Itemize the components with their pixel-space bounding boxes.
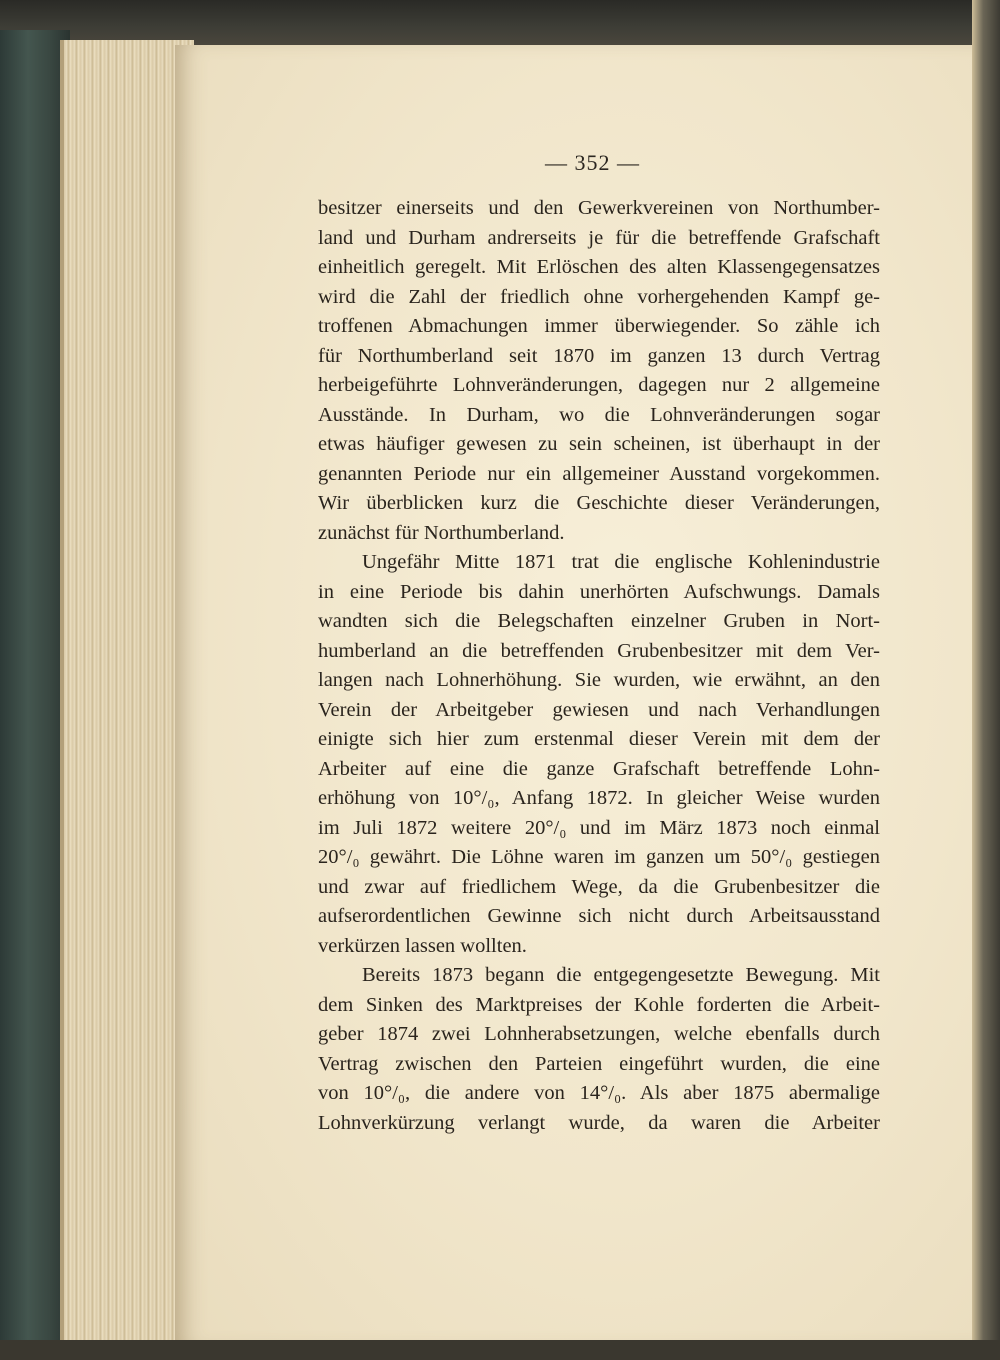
text-line: etwas häufiger gewesen zu sein scheinen, ist überhaupt in der (318, 433, 880, 455)
paragraph (318, 961, 880, 1138)
text-line: humberland an die betreffenden Grubenbesitzer mit dem Ver- (318, 639, 880, 662)
text-line: land und Durham andrerseits je für die betreffende Grafschaft (318, 226, 880, 249)
text-line: langen nach Lohnerhöhung. Sie wurden, wie erwähnt, an den (318, 669, 880, 691)
text-line: herbeigeführte Lohnveränderungen, dagegen nur 2 allgemeine (318, 374, 880, 396)
text-line: besitzer einerseits und den Gewerkvereinen von Northumber- (318, 197, 880, 219)
text-line: Verein der Arbeitgeber gewiesen und nach Verhandlungen (318, 698, 880, 721)
text-line: Lohnverkürzung verlangt wurde, da waren die Arbeiter (318, 1111, 880, 1134)
text-line: Ausstände. In Durham, wo die Lohnveränderungen sogar (318, 403, 880, 426)
background-right (972, 0, 1000, 1360)
paragraph (318, 194, 880, 548)
paragraph (318, 548, 880, 961)
text-line: Vertrag zwischen den Parteien eingeführt wurden, die eine (318, 1052, 880, 1075)
text-line: einheitlich geregelt. Mit Erlöschen des alten Klassengegensatzes (318, 256, 880, 278)
body-text (318, 194, 880, 1138)
text-line: Arbeiter auf eine die ganze Grafschaft betreffende Lohn- (318, 757, 880, 780)
background-bottom (0, 1340, 1000, 1360)
text-line: wandten sich die Belegschaften einzelner Gruben in Nort- (318, 610, 880, 632)
text-line: aufserordentlichen Gewinne sich nicht durch Arbeitsausstand (318, 905, 880, 927)
text-line: Ungefähr Mitte 1871 trat die englische Kohlenindustrie (362, 551, 880, 573)
page-edges (60, 40, 194, 1340)
text-line: im Juli 1872 weitere 20°/₀ und im März 1873 noch einmal (318, 816, 880, 839)
text-line: und zwar auf friedlichem Wege, da die Grubenbesitzer die (318, 875, 880, 898)
text-line: geber 1874 zwei Lohnherabsetzungen, welche ebenfalls durch (318, 1023, 880, 1045)
text-line: wird die Zahl der friedlich ohne vorhergehenden Kampf ge- (318, 285, 880, 308)
text-line: Bereits 1873 begann die entgegengesetzte Bewegung. Mit (362, 964, 880, 986)
text-line: für Northumberland seit 1870 im ganzen 13 durch Vertrag (318, 344, 880, 367)
text-line: troffenen Abmachungen immer überwiegender. So zähle ich (318, 315, 880, 337)
text-line: verkürzen lassen wollten. (318, 934, 527, 957)
text-line: einigte sich hier zum erstenmal dieser Verein mit dem der (318, 728, 880, 750)
text-line: von 10°/₀, die andere von 14°/₀. Als aber 1875 abermalige (318, 1082, 880, 1104)
text-line: Wir überblicken kurz die Geschichte dieser Veränderungen, (318, 492, 880, 514)
text-line: in eine Periode bis dahin unerhörten Aufschwungs. Damals (318, 580, 880, 603)
background-top (0, 0, 1000, 45)
text-line: erhöhung von 10°/₀, Anfang 1872. In gleicher Weise wurden (318, 787, 880, 809)
text-line: dem Sinken des Marktpreises der Kohle forderten die Arbeit- (318, 993, 880, 1016)
text-line: 20°/₀ gewährt. Die Löhne waren im ganzen um 50°/₀ gestiegen (318, 846, 880, 868)
text-line: zunächst für Northumberland. (318, 521, 565, 544)
page-number: — 352 — (545, 150, 640, 175)
text-line: genannten Periode nur ein allgemeiner Ausstand vorgekommen. (318, 462, 880, 485)
